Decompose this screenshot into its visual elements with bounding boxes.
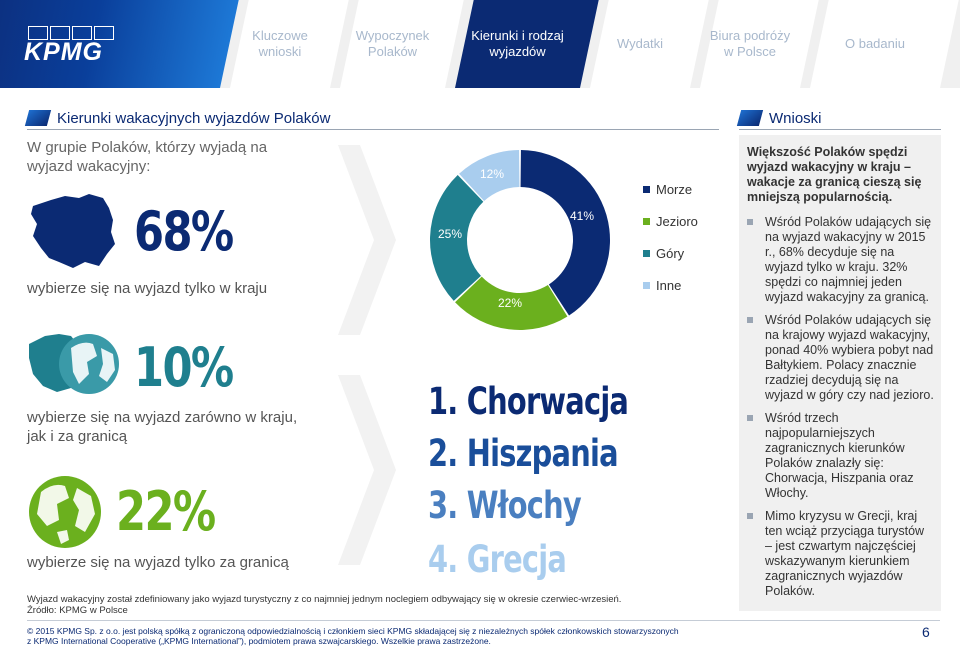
tab-label: Wypoczynek Polaków <box>355 28 430 59</box>
donut-label-jezioro: 22% <box>497 296 523 310</box>
donut-label-góry: 25% <box>437 227 463 241</box>
legend-label: Góry <box>656 246 685 261</box>
list-item-text: Wśród Polaków udających się na krajowy wyjazd wakacyjny, ponad 40% wybiera pobyt nad Bałtykiem. Polacy znacznie rzadziej decydują się na wyjazd w góry czy nad jezioro. <box>765 313 934 402</box>
list-item-text: Wśród Polaków udających się na wyjazd wakacyjny w 2015 r., 68% decyduje się na wyjazd tylko w kraju. 32% spędzi co najmniej jeden wyjazd wakacyjny za granicą. <box>765 215 932 304</box>
tab-label: O badaniu <box>845 36 905 51</box>
source-footnote: Źródło: KPMG w Polsce <box>27 605 128 616</box>
top-navigation <box>0 0 960 88</box>
globe-icon <box>27 474 103 550</box>
square-bullet-icon <box>747 219 753 225</box>
conclusions-panel <box>739 135 941 611</box>
tab-label: Biura podróży w Polsce <box>709 28 791 59</box>
tab-label: Kluczowe wnioski <box>252 28 308 59</box>
legend-swatch <box>643 186 650 193</box>
legend-swatch <box>643 218 650 225</box>
square-bullet-icon <box>747 415 753 421</box>
donut-slice-morze <box>521 150 610 315</box>
stat-value-10: 10% <box>134 336 233 399</box>
definition-footnote: Wyjazd wakacyjny został zdefiniowany jako wyjazd turystyczny z co najmniej jednym noclegiem odbywający się w okresie czerwiec-wrzesień. <box>27 594 622 605</box>
poland-and-globe-icon <box>27 326 123 406</box>
square-bullet-icon <box>747 513 753 519</box>
list-item-text: Mimo kryzysu w Grecji, kraj ten wciąż przyciąga turystów – jest czwartym najczęściej wskazywanym kierunkiem zagranicznych wyjazdów Polaków. <box>765 509 925 598</box>
footer-divider <box>27 620 940 621</box>
destination-rank-2: 2. Hiszpania <box>428 432 618 475</box>
page-number: 6 <box>922 624 930 640</box>
list-item <box>747 411 934 501</box>
tab-o-badaniu[interactable] <box>810 0 940 88</box>
tab-wypoczynek-polakow[interactable] <box>340 0 445 88</box>
legend-item-jezioro <box>643 214 698 229</box>
legend-swatch <box>643 282 650 289</box>
stat-value-22: 22% <box>116 480 215 543</box>
copyright-line-2: z KPMG International Cooperative („KPMG International”), podmiotem prawa szwajcarskiego. Wszelkie prawa zastrzeżone. <box>27 636 491 646</box>
destination-type-donut-chart <box>420 140 620 340</box>
copyright-line-1: © 2015 KPMG Sp. z o.o. jest polską spółką z ograniczoną odpowiedzialnością i członkiem sieci KPMG składającej się z niezależnych spółek członkowskich stowarzyszonych <box>27 626 679 636</box>
tab-label: Kierunki i rodzaj wyjazdów <box>471 28 564 59</box>
conclusions-list <box>747 215 934 599</box>
section-flag-icon <box>25 110 51 126</box>
section-flag-icon <box>737 110 763 126</box>
list-item-text: Wśród trzech najpopularniejszych zagranicznych kierunków Polaków znalazły się: Chorwacja, Hiszpania oraz Włochy. <box>765 411 914 500</box>
tab-wydatki[interactable] <box>590 0 690 88</box>
section-title-text: Kierunki wakacyjnych wyjazdów Polaków <box>57 109 331 127</box>
intro-text: W grupie Polaków, którzy wyjadą na wyjazd wakacyjny: <box>27 139 268 175</box>
stat-caption-both: wybierze się na wyjazd zarówno w kraju, jak i za granicą <box>27 409 298 445</box>
chevron-right-icon <box>338 375 398 565</box>
donut-label-inne: 12% <box>479 167 505 181</box>
legend-label: Inne <box>656 278 682 293</box>
tab-kierunki-i-rodzaj-wyjazdow[interactable] <box>455 0 580 88</box>
stat-value-68: 68% <box>134 200 233 263</box>
legend-label: Jezioro <box>656 214 698 229</box>
destination-rank-4: 4. Grecja <box>428 538 567 581</box>
list-item <box>747 313 934 403</box>
stat-caption-abroad: wybierze się na wyjazd tylko za granicą <box>27 554 289 571</box>
conclusions-lead: Większość Polaków spędzi wyjazd wakacyjny w kraju – wakacje za granicą cieszą się mniejszą popularnością. <box>747 145 922 204</box>
poland-map-icon <box>27 192 119 272</box>
tab-label: Wydatki <box>616 36 664 51</box>
tab-biura-podrozy[interactable] <box>700 0 800 88</box>
section-title-kierunki <box>27 108 330 128</box>
section-title-wnioski <box>739 108 822 128</box>
destination-rank-3: 3. Włochy <box>428 484 581 527</box>
list-item <box>747 509 934 599</box>
legend-item-inne <box>643 278 681 293</box>
legend-swatch <box>643 250 650 257</box>
stat-caption-domestic: wybierze się na wyjazd tylko w kraju <box>27 280 268 297</box>
donut-label-morze: 41% <box>569 209 595 223</box>
section-divider <box>739 129 941 130</box>
square-bullet-icon <box>747 317 753 323</box>
section-divider <box>27 129 719 130</box>
destination-rank-1: 1. Chorwacja <box>428 380 629 423</box>
kpmg-logo[interactable] <box>24 26 116 64</box>
legend-item-góry <box>643 246 684 261</box>
legend-item-morze <box>643 182 692 197</box>
tab-kluczowe-wnioski[interactable] <box>230 0 330 88</box>
logo-wordmark: KPMG <box>24 38 103 66</box>
list-item <box>747 215 934 305</box>
legend-label: Morze <box>656 182 693 197</box>
section-title-text: Wnioski <box>769 109 822 127</box>
chevron-right-icon <box>338 145 398 335</box>
